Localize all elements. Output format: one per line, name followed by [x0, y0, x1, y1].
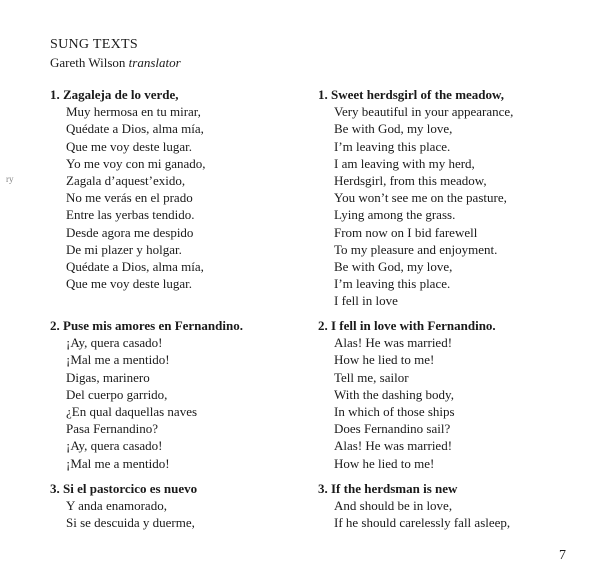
section-title: SUNG TEXTS	[50, 37, 138, 52]
lyric-line: Digas, marinero	[66, 369, 150, 385]
song-lines	[50, 103, 206, 292]
lyric-line: Be with God, my love,	[334, 121, 453, 137]
lyric-line: Alas! He was married!	[334, 335, 453, 351]
lyric-line: Y anda enamorado,	[66, 498, 167, 514]
lyric-line: Entre las yerbas tendido.	[66, 207, 195, 223]
song-2-english	[318, 317, 496, 472]
lyric-line: No me verás en el prado	[66, 190, 193, 206]
song-2-spanish	[50, 317, 243, 472]
lyric-line: ¡Mal me a mentido!	[66, 352, 170, 368]
song-lines	[318, 103, 513, 309]
lyric-line: To my pleasure and enjoyment.	[334, 241, 498, 257]
lyric-line: Tell me, sailor	[334, 369, 409, 385]
song-3-spanish	[50, 480, 197, 532]
lyric-line: De mi plazer y holgar.	[66, 241, 182, 257]
margin-mark: ry	[6, 174, 14, 184]
page-number: 7	[559, 548, 566, 563]
lyric-line: Muy hermosa en tu mirar,	[66, 104, 201, 120]
lyric-line: Does Fernandino sail?	[334, 421, 451, 437]
lyric-line: Yo me voy con mi ganado,	[66, 155, 206, 171]
lyric-line: ¿En qual daquellas naves	[66, 404, 198, 420]
song-title: 2. I fell in love with Fernandino.	[318, 318, 496, 333]
song-lines	[318, 334, 496, 472]
lyric-line: How he lied to me!	[334, 455, 435, 471]
lyric-line: Que me voy deste lugar.	[66, 276, 192, 292]
lyric-line: You won’t see me on the pasture,	[334, 190, 507, 206]
lyric-line: From now on I bid farewell	[334, 224, 478, 240]
song-1-english	[318, 86, 513, 310]
lyric-line: Si se descuida y duerme,	[66, 515, 195, 531]
translator-role: translator	[128, 55, 181, 70]
song-title: 3. If the herdsman is new	[318, 481, 458, 496]
song-lines	[318, 497, 510, 531]
song-title: 1. Zagaleja de lo verde,	[50, 87, 179, 102]
translator-credit	[50, 54, 181, 72]
lyric-line: Alas! He was married!	[334, 438, 453, 454]
lyric-line: And should be in love,	[334, 498, 453, 514]
lyric-line: How he lied to me!	[334, 352, 435, 368]
song-title: 1. Sweet herdsgirl of the meadow,	[318, 87, 504, 102]
lyric-line: If he should carelessly fall asleep,	[334, 515, 511, 531]
song-lines	[50, 334, 243, 472]
song-1-spanish	[50, 86, 206, 292]
lyric-line: Desde agora me despido	[66, 224, 194, 240]
lyric-line: Lying among the grass.	[334, 207, 456, 223]
lyric-line: I am leaving with my herd,	[334, 155, 475, 171]
lyric-line: Que me voy deste lugar.	[66, 138, 192, 154]
lyric-line: Zagala d’aquest’exido,	[66, 173, 186, 189]
lyric-line: Herdsgirl, from this meadow,	[334, 173, 487, 189]
lyric-line: Very beautiful in your appearance,	[334, 104, 514, 120]
lyric-line: I’m leaving this place.	[334, 276, 451, 292]
song-3-english	[318, 480, 510, 532]
lyric-line: Quédate a Dios, alma mía,	[66, 259, 204, 275]
song-title: 2. Puse mis amores en Fernandino.	[50, 318, 243, 333]
lyric-line: ¡Mal me a mentido!	[66, 455, 170, 471]
lyric-line: Quédate a Dios, alma mía,	[66, 121, 204, 137]
translator-name: Gareth Wilson	[50, 55, 126, 70]
song-lines	[50, 497, 197, 531]
lyric-line: I fell in love	[334, 293, 398, 309]
lyric-line: ¡Ay, quera casado!	[66, 335, 163, 351]
lyric-line: ¡Ay, quera casado!	[66, 438, 163, 454]
lyric-line: With the dashing body,	[334, 386, 454, 402]
lyric-line: Be with God, my love,	[334, 259, 453, 275]
lyric-line: Pasa Fernandino?	[66, 421, 159, 437]
song-title: 3. Si el pastorcico es nuevo	[50, 481, 198, 496]
lyric-line: In which of those ships	[334, 404, 455, 420]
lyric-line: I’m leaving this place.	[334, 138, 451, 154]
lyric-line: Del cuerpo garrido,	[66, 386, 168, 402]
sung-texts-header	[50, 36, 181, 72]
